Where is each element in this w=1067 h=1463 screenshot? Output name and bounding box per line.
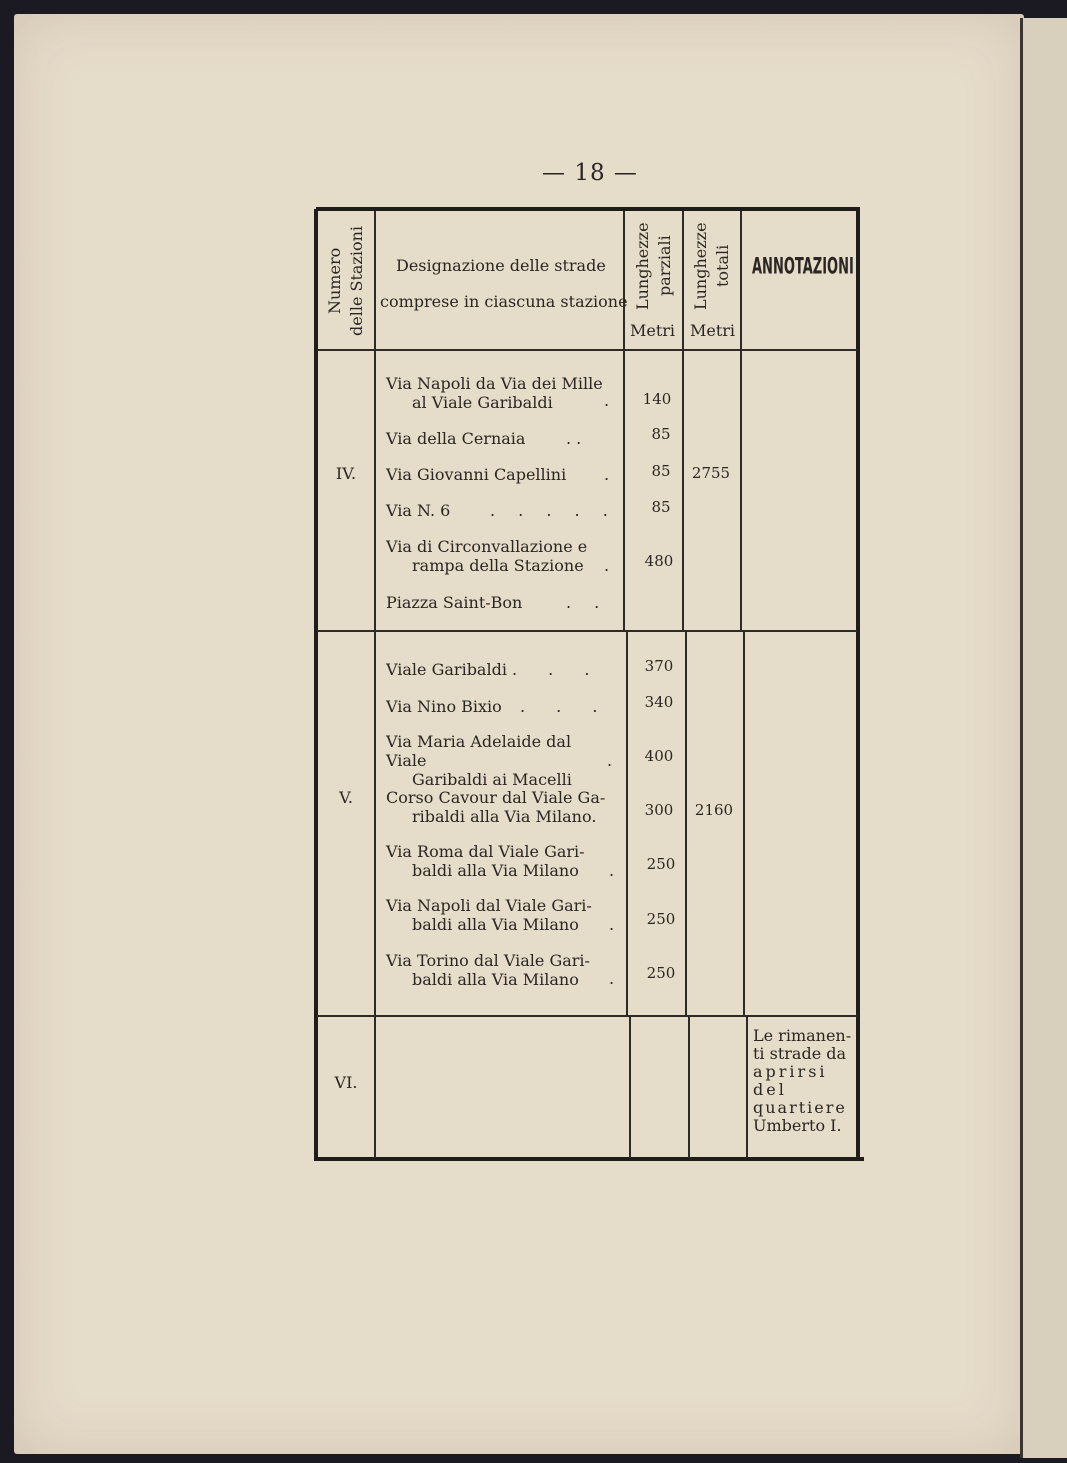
header-partial xyxy=(632,216,676,316)
annotation-line: Le rimanen- xyxy=(753,1026,852,1045)
partial-length: 140 xyxy=(642,390,672,408)
leader-dots: . xyxy=(607,751,613,770)
leader-dots: . . xyxy=(566,593,609,612)
column-divider-streets-3 xyxy=(629,1017,631,1158)
partial-length: 370 xyxy=(644,657,674,675)
column-divider-partial-3 xyxy=(688,1017,690,1158)
street-row: Piazza Saint-Bon xyxy=(386,593,523,612)
group-separator-iv-v xyxy=(317,630,857,632)
column-divider-streets-2 xyxy=(626,632,628,1015)
column-divider-streets xyxy=(623,211,625,631)
header-streets-line1: Designazione delle strade xyxy=(396,256,606,275)
annotation-line: quartiere xyxy=(753,1098,847,1117)
total-v: 2160 xyxy=(694,801,734,819)
partial-length: 85 xyxy=(651,425,671,443)
street-row: Via Torino dal Viale Gari- baldi alla Via Milano xyxy=(386,951,590,989)
leader-dots: . xyxy=(604,465,610,484)
street-row: Via Giovanni Capellini xyxy=(386,465,567,484)
leader-dots: . xyxy=(609,969,615,988)
facing-page-edge xyxy=(1020,18,1067,1458)
header-streets-line2: comprese in ciascuna stazione xyxy=(380,292,628,311)
table-left-border xyxy=(314,209,318,1161)
leader-dots: . . . xyxy=(512,660,603,679)
street-row: Corso Cavour dal Viale Ga- ribaldi alla Via Milano. xyxy=(386,788,606,826)
header-partial-unit: Metri xyxy=(630,321,676,340)
table-right-border xyxy=(856,209,860,1161)
street-row: Via della Cernaia xyxy=(386,429,526,448)
column-divider-total-3 xyxy=(746,1017,748,1158)
column-divider-partial-2 xyxy=(685,632,687,1015)
partial-length: 340 xyxy=(644,693,674,711)
group-separator-v-vi xyxy=(317,1015,857,1017)
annotation-note xyxy=(753,1027,853,1135)
partial-length: 250 xyxy=(646,855,676,873)
street-row: Via Napoli dal Viale Gari- baldi alla Via Milano xyxy=(386,896,592,934)
column-divider-total xyxy=(740,211,742,631)
header-notes: ANNOTAZIONI xyxy=(752,255,854,281)
partial-length: 400 xyxy=(644,747,674,765)
partial-length: 480 xyxy=(644,552,674,570)
street-row: Via Nino Bixio xyxy=(386,697,502,716)
page-number: — 18 — xyxy=(542,160,638,186)
leader-dots: . xyxy=(609,915,615,934)
street-row: Via Maria Adelaide dal Viale Garibaldi ai Macelli xyxy=(386,732,572,789)
station-vi: VI. xyxy=(334,1073,358,1092)
leader-dots: . xyxy=(609,861,615,880)
annotation-line: ti strade da xyxy=(753,1044,847,1063)
total-iv: 2755 xyxy=(691,464,731,482)
partial-length: 250 xyxy=(646,964,676,982)
partial-length: 250 xyxy=(646,910,676,928)
header-station-line2: delle Stazioni xyxy=(347,225,366,336)
leader-dots: . xyxy=(604,391,610,410)
leader-dots: . xyxy=(604,556,610,575)
street-row: Via Roma dal Viale Gari- baldi alla Via Milano xyxy=(386,842,585,880)
street-row: Viale Garibaldi xyxy=(386,660,507,679)
annotation-line: aprirsi del xyxy=(753,1062,828,1099)
header-total xyxy=(690,216,734,316)
header-station-line1: Numero xyxy=(325,247,344,314)
station-v: V. xyxy=(339,788,353,807)
header-partial-line2: parziali xyxy=(655,235,674,297)
partial-length: 85 xyxy=(651,462,671,480)
table-top-border xyxy=(316,207,860,211)
header-total-line2: totali xyxy=(713,244,732,288)
street-row: Via Napoli da Via dei Mille al Viale Garibaldi xyxy=(386,374,603,412)
column-divider-total-2 xyxy=(743,632,745,1015)
leader-dots: . . . . . xyxy=(490,501,617,520)
header-total-unit: Metri xyxy=(690,321,736,340)
header-station xyxy=(324,218,368,343)
header-separator xyxy=(317,349,857,351)
header-total-line1: Lunghezze xyxy=(691,222,710,310)
leader-dots: . . . xyxy=(520,697,611,716)
station-iv: IV. xyxy=(335,464,357,483)
street-row: Via N. 6 xyxy=(386,501,451,520)
leader-dots: . . xyxy=(566,429,582,448)
header-partial-line1: Lunghezze xyxy=(633,222,652,310)
partial-length: 85 xyxy=(651,498,671,516)
street-row: Via di Circonvallazione e rampa della Stazione xyxy=(386,537,588,575)
table-bottom-border xyxy=(314,1157,864,1161)
column-divider-station xyxy=(374,211,376,1158)
partial-length: 300 xyxy=(644,801,674,819)
annotation-line: Umberto I. xyxy=(753,1116,842,1135)
